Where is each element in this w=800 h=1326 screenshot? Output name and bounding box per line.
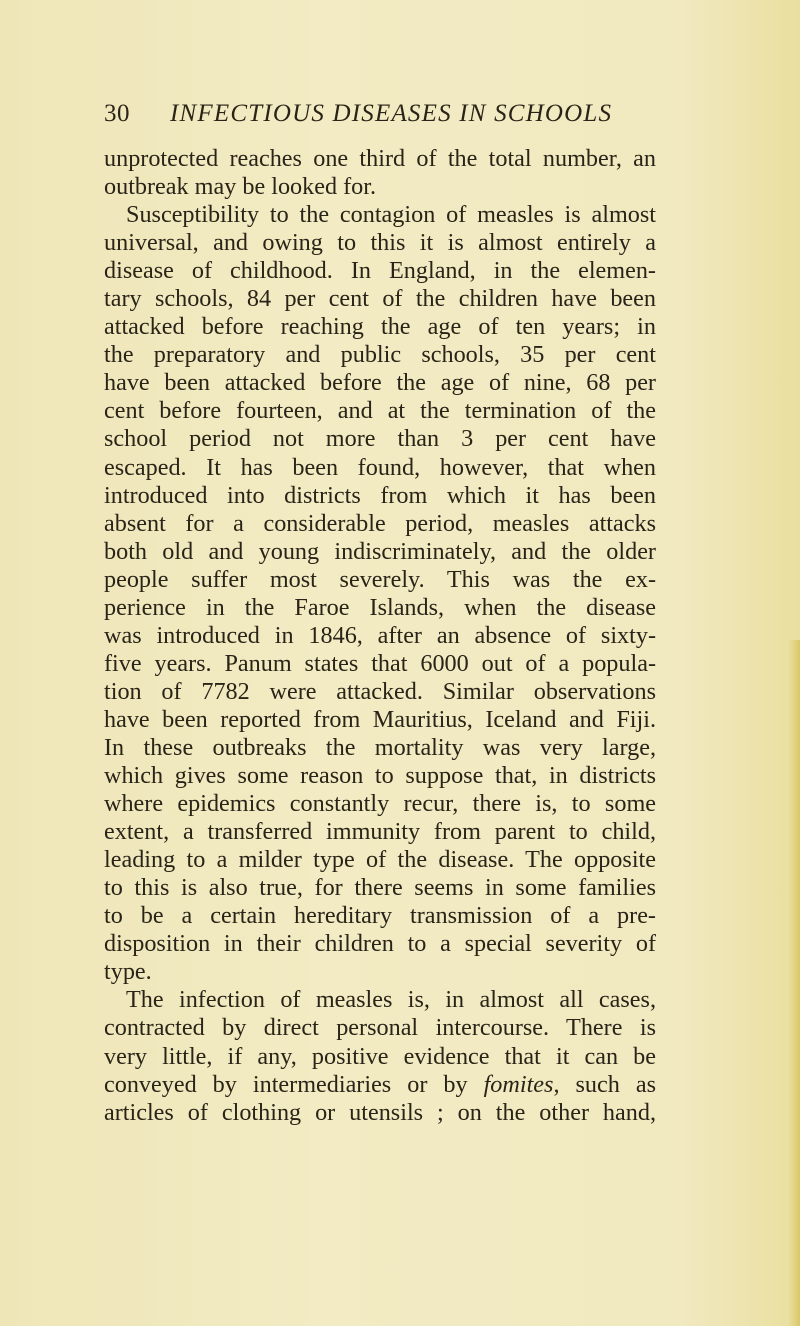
text-line: have been attacked before the age of nine, 68 per (104, 369, 656, 397)
text-line: unprotected reaches one third of the total number, an (104, 145, 656, 172)
text-line: cent before fourteen, and at the termination of the (104, 397, 656, 425)
text-line: perience in the Faroe Islands, when the disease (104, 593, 656, 621)
text-line: where epidemics constantly recur, there is, to some (104, 790, 656, 818)
text-line: tary schools, 84 per cent of the children have been (104, 285, 656, 313)
text-line: both old and young indiscriminately, and the older (104, 537, 656, 565)
text-segment: conveyed by intermediaries or by (104, 1070, 484, 1098)
running-title: INFECTIOUS DISEASES IN SCHOOLS (170, 100, 613, 127)
text-line: to this is also true, for there seems in some families (104, 874, 656, 902)
text-line: introduced into districts from which it has been (104, 481, 656, 509)
text-segment: , such as (553, 1070, 656, 1098)
text-line-with-italic (104, 1071, 656, 1099)
text-line: outbreak may be looked for. (104, 173, 377, 201)
text-line: absent for a considerable period, measles attacks (104, 509, 656, 537)
text-line: to be a certain hereditary transmission of a pre- (104, 902, 656, 930)
page-number: 30 (104, 100, 130, 127)
text-line: type. (104, 958, 152, 986)
paragraph-start-line: The infection of measles is, in almost all cases, (126, 986, 656, 1014)
text-line: attacked before reaching the age of ten years; in (104, 313, 656, 341)
text-line: disposition in their children to a special severity of (104, 930, 656, 958)
text-line: contracted by direct personal intercourse. There is (104, 1014, 656, 1042)
body-text (104, 145, 656, 1127)
text-line: school period not more than 3 per cent have (104, 425, 656, 453)
text-line: was introduced in 1846, after an absence of sixty- (104, 621, 656, 649)
text-line: have been reported from Mauritius, Iceland and Fiji. (104, 705, 656, 733)
text-line: very little, if any, positive evidence that it can be (104, 1042, 656, 1070)
text-line: the preparatory and public schools, 35 per cent (104, 341, 656, 369)
paragraph-start-line: Susceptibility to the contagion of measles is almost (126, 201, 656, 229)
text-line: disease of childhood. In England, in the elemen- (104, 257, 656, 285)
text-line: In these outbreaks the mortality was very large, (104, 733, 656, 761)
text-line: extent, a transferred immunity from parent to child, (104, 818, 656, 846)
running-header (104, 94, 664, 134)
text-line: articles of clothing or utensils ; on the other hand, (104, 1098, 656, 1126)
page-edge-shadow (788, 640, 800, 1326)
text-line: escaped. It has been found, however, that when (104, 453, 656, 481)
text-line: people suffer most severely. This was the ex- (104, 565, 656, 593)
italic-term: fomites (483, 1070, 554, 1098)
text-line: five years. Panum states that 6000 out of a popula- (104, 649, 656, 677)
text-line: leading to a milder type of the disease. The opposite (104, 846, 656, 874)
text-line: which gives some reason to suppose that, in districts (104, 762, 656, 790)
text-line: tion of 7782 were attacked. Similar observations (104, 677, 656, 705)
text-line: universal, and owing to this it is almost entirely a (104, 229, 656, 257)
